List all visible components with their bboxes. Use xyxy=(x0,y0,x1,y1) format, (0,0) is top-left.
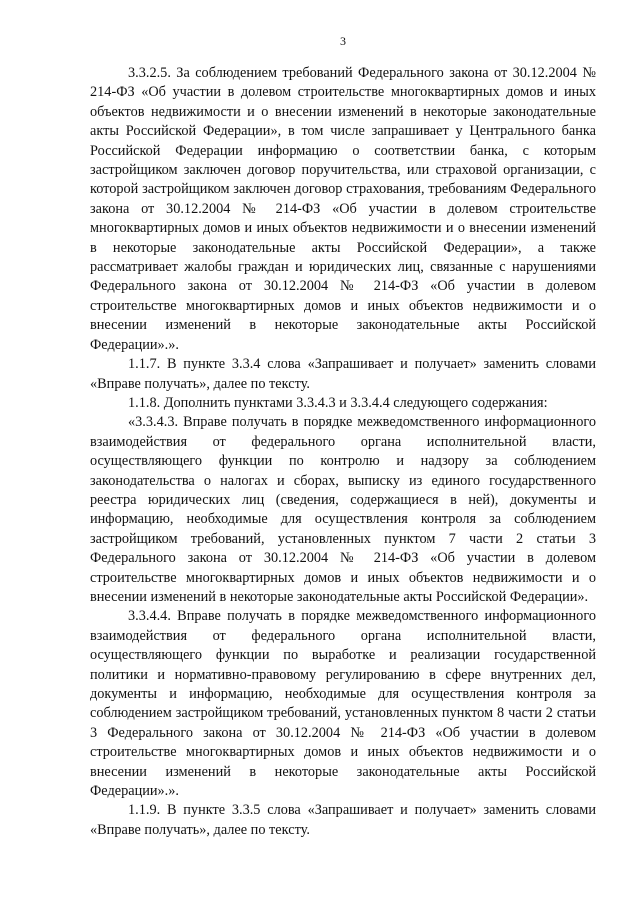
paragraph-1-1-7: 1.1.7. В пункте 3.3.4 слова «Запрашивает и получает» заменить словами «Вправе получать», далее по тексту. xyxy=(90,356,596,392)
page-number: 3 xyxy=(340,34,346,48)
paragraph-3-3-2-5: 3.3.2.5. За соблюдением требований Федерального закона от 30.12.2004 № 214-ФЗ «Об участии в долевом строительстве многоквартирных домов и иных объектов недвижимости и о внесении изменений в некоторые законодательные акты Российской Федерации», в том числе запрашивает у Центрального банка Российской Федерации информацию о соответствии банка, с которым застройщиком заключен договор поручительства, или страховой организации, с которой застройщиком заключен договор страхования, требованиям Федерального закона от 30.12.2004 № 214-ФЗ «Об участии в долевом строительстве многоквартирных домов и иных объектов недвижимости и о внесении изменений в некоторые законодательные акты Российской Федерации», а также рассматривает жалобы граждан и юридических лиц, связанные с нарушениями Федерального закона от 30.12.2004 № 214-ФЗ «Об участии в долевом строительстве многоквартирных домов и иных объектов недвижимости и о внесении изменений в некоторые законодательные акты Российской Федерации».». xyxy=(90,65,596,353)
paragraph-1-1-8: 1.1.8. Дополнить пунктами 3.3.4.3 и 3.3.4.4 следующего содержания: xyxy=(128,394,548,411)
paragraph-3-3-4-4: 3.3.4.4. Вправе получать в порядке межведомственного информационного взаимодействия от федерального органа исполнительной власти, осуществляющего функции по выработке и реализации государственной политики и нормативно-правовому регулированию в сфере внутренних дел, документы и информацию, необходимые для осуществления контроля за соблюдением застройщиком требований, установленных пунктом 8 части 2 статьи 3 Федерального закона от 30.12.2004 № 214-ФЗ «Об участии в долевом строительстве многоквартирных домов и иных объектов недвижимости и о внесении изменений в некоторые законодательные акты Российской Федерации».». xyxy=(90,608,596,800)
document-page xyxy=(90,34,596,840)
paragraph-1-1-9: 1.1.9. В пункте 3.3.5 слова «Запрашивает и получает» заменить словами «Вправе получать», далее по тексту. xyxy=(90,802,596,838)
paragraph-3-3-4-3: «3.3.4.3. Вправе получать в порядке межведомственного информационного взаимодействия от федерального органа исполнительной власти, осуществляющего функции по контролю и надзору за соблюдением законодательства о налогах и сборах, выписку из единого государственного реестра юридических лиц (сведения, содержащиеся в ней), документы и информацию, необходимые для осуществления контроля за соблюдением застройщиком требований, установленных пунктом 7 части 2 статьи 3 Федерального закона от 30.12.2004 № 214-ФЗ «Об участии в долевом строительстве многоквартирных домов и иных объектов недвижимости и о внесении изменений в некоторые законодательные акты Российской Федерации». xyxy=(90,414,596,605)
